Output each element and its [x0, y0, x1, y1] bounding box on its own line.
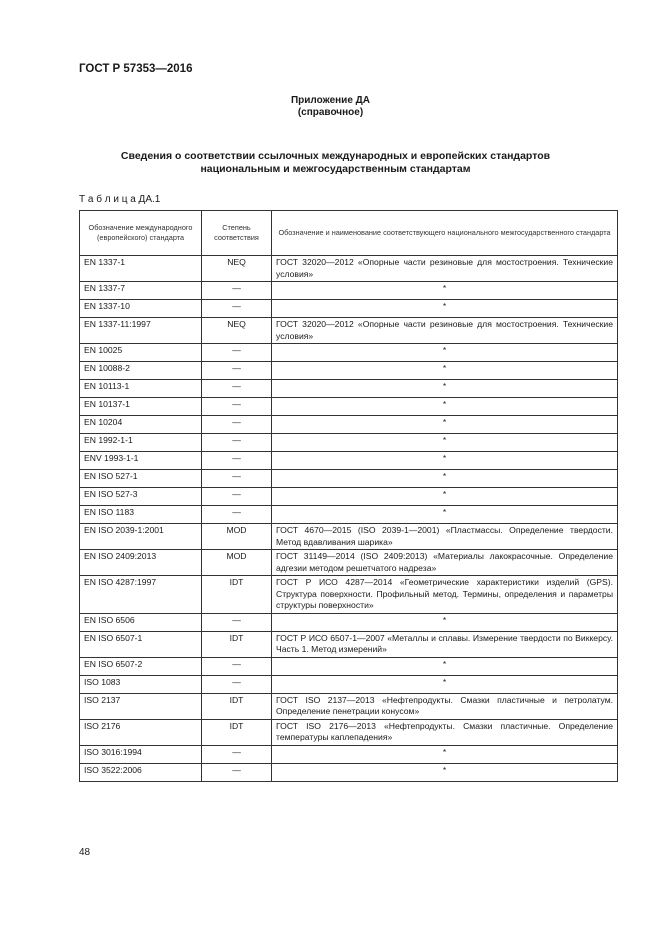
cell-degree: — — [202, 344, 272, 362]
col-header-national: Обозначение и наименование соответствующего национального межгосударственного стандарта — [272, 211, 618, 256]
cell-national: * — [272, 488, 618, 506]
cell-national: * — [272, 657, 618, 675]
table-row — [80, 362, 618, 380]
cell-degree: — — [202, 675, 272, 693]
table-row — [80, 763, 618, 781]
cell-degree: MOD — [202, 550, 272, 576]
table-row — [80, 631, 618, 657]
cell-national: * — [272, 506, 618, 524]
cell-degree: IDT — [202, 576, 272, 614]
table-row — [80, 398, 618, 416]
cell-designation: EN ISO 527-3 — [80, 488, 202, 506]
cell-degree: NEQ — [202, 256, 272, 282]
cell-national: * — [272, 452, 618, 470]
cell-designation: EN ISO 4287:1997 — [80, 576, 202, 614]
cell-national: ГОСТ 31149—2014 (ISO 2409:2013) «Материалы лакокрасочные. Определение адгезии методом решетчатого надреза» — [272, 550, 618, 576]
table-row — [80, 719, 618, 745]
cell-designation: EN 1337-7 — [80, 282, 202, 300]
cell-degree: IDT — [202, 693, 272, 719]
table-row — [80, 416, 618, 434]
cell-degree: — — [202, 380, 272, 398]
table-row — [80, 344, 618, 362]
cell-degree: — — [202, 452, 272, 470]
cell-designation: ISO 3016:1994 — [80, 745, 202, 763]
cell-designation: EN ISO 6506 — [80, 613, 202, 631]
cell-designation: EN ISO 2409:2013 — [80, 550, 202, 576]
cell-national: * — [272, 416, 618, 434]
cell-degree: — — [202, 657, 272, 675]
cell-national: ГОСТ ISO 2176—2013 «Нефтепродукты. Смазки пластичные. Определение температуры каплепадения» — [272, 719, 618, 745]
cell-designation: ISO 3522:2006 — [80, 763, 202, 781]
cell-national: * — [272, 745, 618, 763]
table-row — [80, 524, 618, 550]
table-row — [80, 470, 618, 488]
table-header-row — [80, 211, 618, 256]
table-row — [80, 488, 618, 506]
section-heading — [90, 150, 581, 176]
col-header-degree: Степень соответствия — [202, 211, 272, 256]
cell-designation: EN 1337-10 — [80, 300, 202, 318]
cell-degree: — — [202, 300, 272, 318]
document-code: ГОСТ Р 57353—2016 — [79, 63, 193, 75]
cell-degree: MOD — [202, 524, 272, 550]
cell-degree: — — [202, 745, 272, 763]
table-label: Т а б л и ц а ДА.1 — [79, 194, 161, 205]
heading-line-2: национальным и межгосударственным стандартам — [200, 163, 471, 175]
cell-degree: IDT — [202, 631, 272, 657]
table-row — [80, 300, 618, 318]
cell-designation: EN 10137-1 — [80, 398, 202, 416]
cell-designation: EN ISO 527-1 — [80, 470, 202, 488]
cell-degree: — — [202, 416, 272, 434]
table-row — [80, 318, 618, 344]
cell-degree: — — [202, 362, 272, 380]
table-row — [80, 745, 618, 763]
cell-designation: EN 1337-11:1997 — [80, 318, 202, 344]
cell-designation: EN 10204 — [80, 416, 202, 434]
cell-national: * — [272, 344, 618, 362]
cell-national: * — [272, 675, 618, 693]
table-row — [80, 380, 618, 398]
cell-designation: EN ISO 6507-2 — [80, 657, 202, 675]
cell-national: ГОСТ 32020—2012 «Опорные части резиновые для мостостроения. Технические условия» — [272, 318, 618, 344]
cell-designation: EN 10025 — [80, 344, 202, 362]
cell-degree: — — [202, 613, 272, 631]
cell-designation: EN ISO 6507-1 — [80, 631, 202, 657]
cell-national: * — [272, 398, 618, 416]
cell-degree: — — [202, 506, 272, 524]
cell-national: ГОСТ Р ИСО 6507-1—2007 «Металлы и сплавы. Измерение твердости по Виккерсу. Часть 1. Метод измерений» — [272, 631, 618, 657]
cell-degree: IDT — [202, 719, 272, 745]
appendix-kind: (справочное) — [297, 107, 364, 118]
cell-national: * — [272, 613, 618, 631]
cell-national: ГОСТ 32020—2012 «Опорные части резиновые для мостостроения. Технические условия» — [272, 256, 618, 282]
table-row — [80, 452, 618, 470]
cell-national: * — [272, 470, 618, 488]
appendix-block — [0, 95, 661, 119]
cell-designation: EN 10113-1 — [80, 380, 202, 398]
cell-designation: EN ISO 2039-1:2001 — [80, 524, 202, 550]
table-row — [80, 657, 618, 675]
cell-national: * — [272, 380, 618, 398]
cell-degree: — — [202, 282, 272, 300]
cell-national: * — [272, 300, 618, 318]
heading-line-1: Сведения о соответствии ссылочных международных и европейских стандартов — [120, 150, 551, 162]
table-row — [80, 282, 618, 300]
table-body — [80, 256, 618, 782]
cell-degree: NEQ — [202, 318, 272, 344]
cell-designation: ISO 1083 — [80, 675, 202, 693]
cell-national: ГОСТ Р ИСО 4287—2014 «Геометрические характеристики изделий (GPS). Структура поверхности. Профильный метод. Термины, определения и параметры структуры поверхности» — [272, 576, 618, 614]
cell-national: ГОСТ ISO 2137—2013 «Нефтепродукты. Смазки пластичные и петролатум. Определение пенетрации конусом» — [272, 693, 618, 719]
cell-national: * — [272, 763, 618, 781]
cell-degree: — — [202, 488, 272, 506]
cell-designation: ISO 2137 — [80, 693, 202, 719]
cell-degree: — — [202, 398, 272, 416]
cell-degree: — — [202, 470, 272, 488]
cell-designation: EN 1992-1-1 — [80, 434, 202, 452]
cell-designation: EN ISO 1183 — [80, 506, 202, 524]
cell-designation: ENV 1993-1-1 — [80, 452, 202, 470]
col-header-designation: Обозначение международного (европейского) стандарта — [80, 211, 202, 256]
cell-national: * — [272, 362, 618, 380]
appendix-title: Приложение ДА — [290, 95, 371, 106]
table-row — [80, 576, 618, 614]
table-row — [80, 256, 618, 282]
cell-degree: — — [202, 763, 272, 781]
table-row — [80, 693, 618, 719]
table-row — [80, 613, 618, 631]
cell-designation: ISO 2176 — [80, 719, 202, 745]
cell-national: * — [272, 434, 618, 452]
table-row — [80, 550, 618, 576]
cell-national: ГОСТ 4670—2015 (ISO 2039-1—2001) «Пластмассы. Определение твердости. Метод вдавливания шарика» — [272, 524, 618, 550]
cell-national: * — [272, 282, 618, 300]
table-row — [80, 506, 618, 524]
correspondence-table — [79, 210, 618, 782]
page-number: 48 — [79, 847, 91, 858]
cell-designation: EN 1337-1 — [80, 256, 202, 282]
table-row — [80, 434, 618, 452]
cell-degree: — — [202, 434, 272, 452]
table-row — [80, 675, 618, 693]
cell-designation: EN 10088-2 — [80, 362, 202, 380]
